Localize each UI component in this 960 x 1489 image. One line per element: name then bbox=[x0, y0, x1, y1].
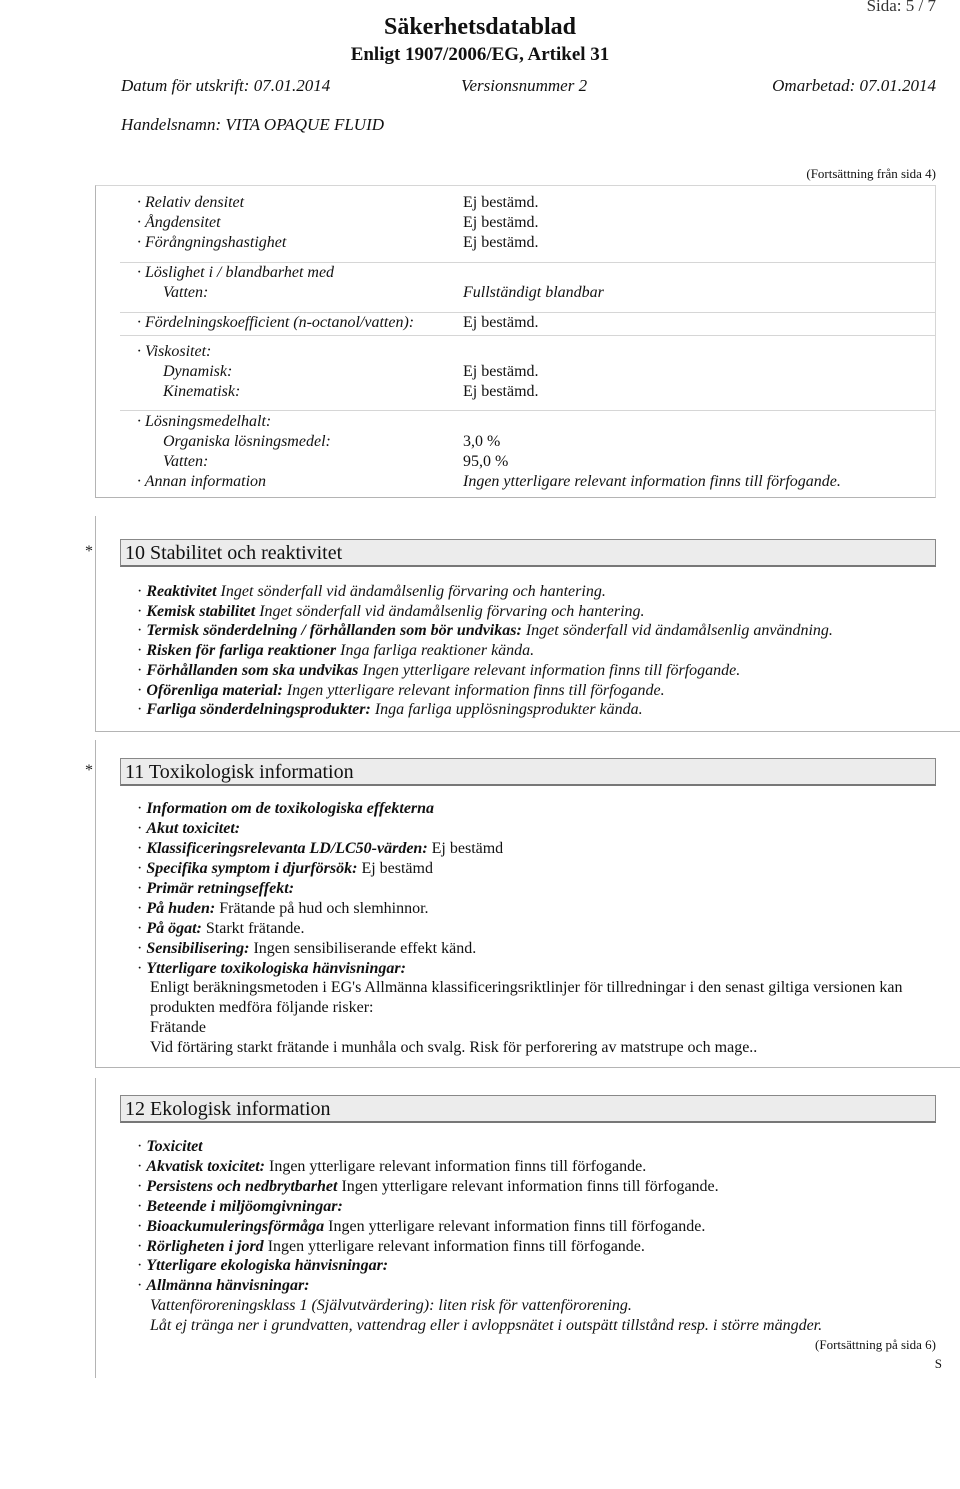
section12-item bbox=[137, 1217, 705, 1237]
vapour-density-value: Ej bestämd. bbox=[463, 214, 539, 231]
item-label: På huden: bbox=[146, 900, 216, 917]
footer-mark: S bbox=[934, 1356, 942, 1371]
item-label: Klassificeringsrelevanta LD/LC50-värden: bbox=[146, 840, 428, 857]
solubility-water-label: Vatten: bbox=[163, 284, 209, 301]
section12-item bbox=[137, 1276, 310, 1296]
document-subtitle: Enligt 1907/2006/EG, Artikel 31 bbox=[350, 44, 610, 65]
bullet: · bbox=[137, 860, 143, 877]
bullet: · bbox=[137, 1157, 143, 1175]
section-12-title: 12 Ekologisk information bbox=[125, 1098, 331, 1120]
version-number: Versionsnummer 2 bbox=[461, 76, 588, 95]
item-label: Beteende i miljöomgivningar: bbox=[146, 1197, 343, 1215]
section10-item bbox=[137, 602, 645, 622]
section11-item bbox=[137, 919, 305, 939]
item-label: På ögat: bbox=[146, 920, 202, 937]
bullet: · bbox=[137, 1177, 143, 1195]
item-label: Rörligheten i jord bbox=[146, 1237, 264, 1255]
bullet: · bbox=[137, 1217, 143, 1235]
section10-item bbox=[137, 700, 643, 720]
item-text: Ingen sensibiliserande effekt känd. bbox=[249, 940, 477, 957]
section10-item bbox=[137, 621, 833, 641]
section12-item bbox=[137, 1237, 645, 1257]
section-11-title: 11 Toxikologisk information bbox=[125, 761, 354, 783]
item-text: Ingen ytterligare relevant information finns till förfogande. bbox=[264, 1157, 647, 1175]
bullet: · bbox=[137, 840, 143, 857]
item-text: Frätande på hud och slemhinnor. bbox=[215, 900, 429, 917]
item-text: Ingen ytterligare relevant information finns till förfogande. bbox=[324, 1217, 706, 1235]
other-information-label: · Annan information bbox=[137, 473, 267, 490]
section12-item bbox=[137, 1256, 388, 1276]
viscosity-kinematic-value: Ej bestämd. bbox=[463, 383, 539, 400]
bullet: · bbox=[137, 940, 143, 957]
bullet: · bbox=[137, 681, 143, 699]
item-label: Farliga sönderdelningsprodukter: bbox=[146, 701, 371, 719]
bullet: · bbox=[137, 900, 143, 917]
item-text: Ingen ytterligare relevant information finns till förfogande. bbox=[358, 661, 741, 679]
evaporation-rate-label: · Förångningshastighet bbox=[137, 234, 287, 251]
item-label: Bioackumuleringsförmåga bbox=[146, 1217, 325, 1235]
item-label: Primär retningseffekt: bbox=[146, 880, 295, 897]
item-label: Kemisk stabilitet bbox=[146, 602, 256, 620]
groundwater-line: Låt ej tränga ner i grundvatten, vattendrag eller i avloppsnätet i outspätt tillstånd resp. i större mängder. bbox=[150, 1317, 823, 1334]
viscosity-dynamic-label: Dynamisk: bbox=[163, 363, 233, 380]
item-label: Oförenliga material: bbox=[146, 681, 283, 699]
section11-item bbox=[137, 879, 294, 899]
item-label: Information om de toxikologiska effekterna bbox=[146, 800, 435, 817]
bullet: · bbox=[137, 880, 143, 897]
ingestion-line: Vid förtäring starkt frätande i munhåla och svalg. Risk för perforering av matstrupe och mage.. bbox=[150, 1039, 758, 1056]
bullet: · bbox=[137, 820, 143, 837]
bullet: · bbox=[137, 1257, 143, 1275]
section10-item bbox=[137, 582, 606, 602]
section12-item bbox=[137, 1157, 646, 1177]
divider bbox=[120, 335, 936, 336]
section-12-header bbox=[120, 1095, 936, 1123]
document-title: Säkerhetsdatablad bbox=[383, 14, 577, 40]
section11-item bbox=[137, 959, 406, 979]
section-10-title: 10 Stabilitet och reaktivitet bbox=[125, 542, 343, 564]
trade-name: Handelsnamn: VITA OPAQUE FLUID bbox=[121, 115, 385, 134]
section11-item bbox=[137, 899, 429, 919]
section11-item bbox=[137, 819, 240, 839]
section12-item bbox=[137, 1177, 719, 1197]
bullet: · bbox=[137, 1277, 143, 1295]
bullet: · bbox=[137, 1237, 143, 1255]
revision-marker: * bbox=[85, 543, 93, 560]
continued-to-note: (Fortsättning på sida 6) bbox=[815, 1337, 936, 1352]
item-text: Inget sönderfall vid ändamålsenlig förvaring och hantering. bbox=[255, 602, 645, 620]
partition-coefficient-label: · Fördelningskoefficient (n-octanol/vatten): bbox=[137, 314, 415, 331]
solvent-content-label: · Lösningsmedelhalt: bbox=[137, 413, 272, 430]
item-label: Akut toxicitet: bbox=[146, 820, 241, 837]
bullet: · bbox=[137, 701, 143, 719]
section-10-header bbox=[120, 539, 936, 567]
other-information-value: Ingen ytterligare relevant information finns till förfogande. bbox=[463, 473, 841, 490]
item-text: Inga farliga upplösningsprodukter kända. bbox=[370, 701, 643, 719]
viscosity-label: · Viskositet: bbox=[137, 343, 212, 360]
item-label: Akvatisk toxicitet: bbox=[146, 1157, 265, 1175]
viscosity-kinematic-label: Kinematisk: bbox=[163, 383, 241, 400]
solubility-label: · Löslighet i / blandbarhet med bbox=[137, 264, 335, 281]
bullet: · bbox=[137, 960, 143, 977]
bullet: · bbox=[137, 642, 143, 660]
section11-item bbox=[137, 859, 433, 879]
item-label: Reaktivitet bbox=[146, 583, 217, 600]
water-hazard-class-line: Vattenföroreningsklass 1 (Självutvärdering): liten risk för vattenförorening. bbox=[150, 1297, 632, 1314]
bullet: · bbox=[137, 602, 143, 620]
item-label: Ytterligare ekologiska hänvisningar: bbox=[146, 1257, 389, 1275]
item-text: Ingen ytterligare relevant information finns till förfogande. bbox=[282, 681, 665, 699]
bullet: · bbox=[137, 622, 143, 640]
section11-item bbox=[137, 839, 503, 859]
item-text: Inget sönderfall vid ändamålsenlig förvaring och hantering. bbox=[216, 583, 606, 600]
organic-solvents-label: Organiska lösningsmedel: bbox=[163, 433, 331, 450]
item-label: Sensibilisering: bbox=[146, 940, 250, 957]
print-date: Datum för utskrift: 07.01.2014 bbox=[121, 76, 331, 95]
item-label: Persistens och nedbrytbarhet bbox=[146, 1177, 338, 1195]
revised-date: Omarbetad: 07.01.2014 bbox=[772, 76, 936, 95]
water-content-value: 95,0 % bbox=[463, 453, 509, 470]
bullet: · bbox=[137, 661, 143, 679]
section11-item bbox=[137, 799, 434, 819]
section12-item bbox=[137, 1197, 343, 1217]
item-text: Ingen ytterligare relevant information finns till förfogande. bbox=[263, 1237, 645, 1255]
partition-coefficient-value: Ej bestämd. bbox=[463, 314, 539, 331]
item-text: Ingen ytterligare relevant information finns till förfogande. bbox=[337, 1177, 719, 1195]
evaporation-rate-value: Ej bestämd. bbox=[463, 234, 539, 251]
revision-marker: * bbox=[85, 762, 93, 779]
item-label: Allmänna hänvisningar: bbox=[146, 1277, 310, 1295]
organic-solvents-value: 3,0 % bbox=[463, 433, 501, 450]
page-number: Sida: 5 / 7 bbox=[866, 0, 936, 15]
item-label: Termisk sönderdelning / förhållanden som bör undvikas: bbox=[146, 622, 522, 640]
section10-item bbox=[137, 641, 534, 661]
item-text: Ej bestämd bbox=[427, 840, 504, 857]
section12-item bbox=[137, 1137, 203, 1157]
item-label: Toxicitet bbox=[146, 1138, 203, 1155]
bullet: · bbox=[137, 920, 143, 937]
section10-item bbox=[137, 661, 740, 681]
bullet: · bbox=[137, 1138, 143, 1155]
item-text: Inga farliga reaktioner kända. bbox=[336, 642, 535, 660]
section-11-header bbox=[120, 758, 936, 786]
item-text: Ej bestämd bbox=[357, 860, 433, 877]
continued-from-note: (Fortsättning från sida 4) bbox=[806, 166, 936, 181]
relative-density-label: · Relativ densitet bbox=[137, 194, 245, 211]
section10-item bbox=[137, 681, 665, 701]
bullet: · bbox=[137, 800, 143, 817]
item-label: Förhållanden som ska undvikas bbox=[146, 661, 359, 679]
corrosive-line: Frätande bbox=[150, 1019, 206, 1036]
item-label: Risken för farliga reaktioner bbox=[146, 642, 337, 660]
solubility-water-value: Fullständigt blandbar bbox=[463, 284, 604, 301]
section11-item bbox=[137, 939, 476, 959]
item-label: Specifika symptom i djurförsök: bbox=[146, 860, 358, 877]
item-label: Ytterligare toxikologiska hänvisningar: bbox=[146, 960, 406, 977]
relative-density-value: Ej bestämd. bbox=[463, 194, 539, 211]
bullet: · bbox=[137, 1197, 143, 1215]
bullet: · bbox=[137, 583, 143, 600]
viscosity-dynamic-value: Ej bestämd. bbox=[463, 363, 539, 380]
toxicology-paragraph: Enligt beräkningsmetoden i EG's Allmänna klassificeringsriktlinjer för tillredningar i den senast giltiga versionen kan produkten medföra följande risker: bbox=[150, 979, 903, 1016]
divider bbox=[120, 410, 936, 411]
item-text: Starkt frätande. bbox=[201, 920, 305, 937]
water-content-label: Vatten: bbox=[163, 453, 209, 470]
item-text: Inget sönderfall vid ändamålsenlig användning. bbox=[521, 622, 833, 640]
vapour-density-label: · Ångdensitet bbox=[137, 214, 221, 231]
